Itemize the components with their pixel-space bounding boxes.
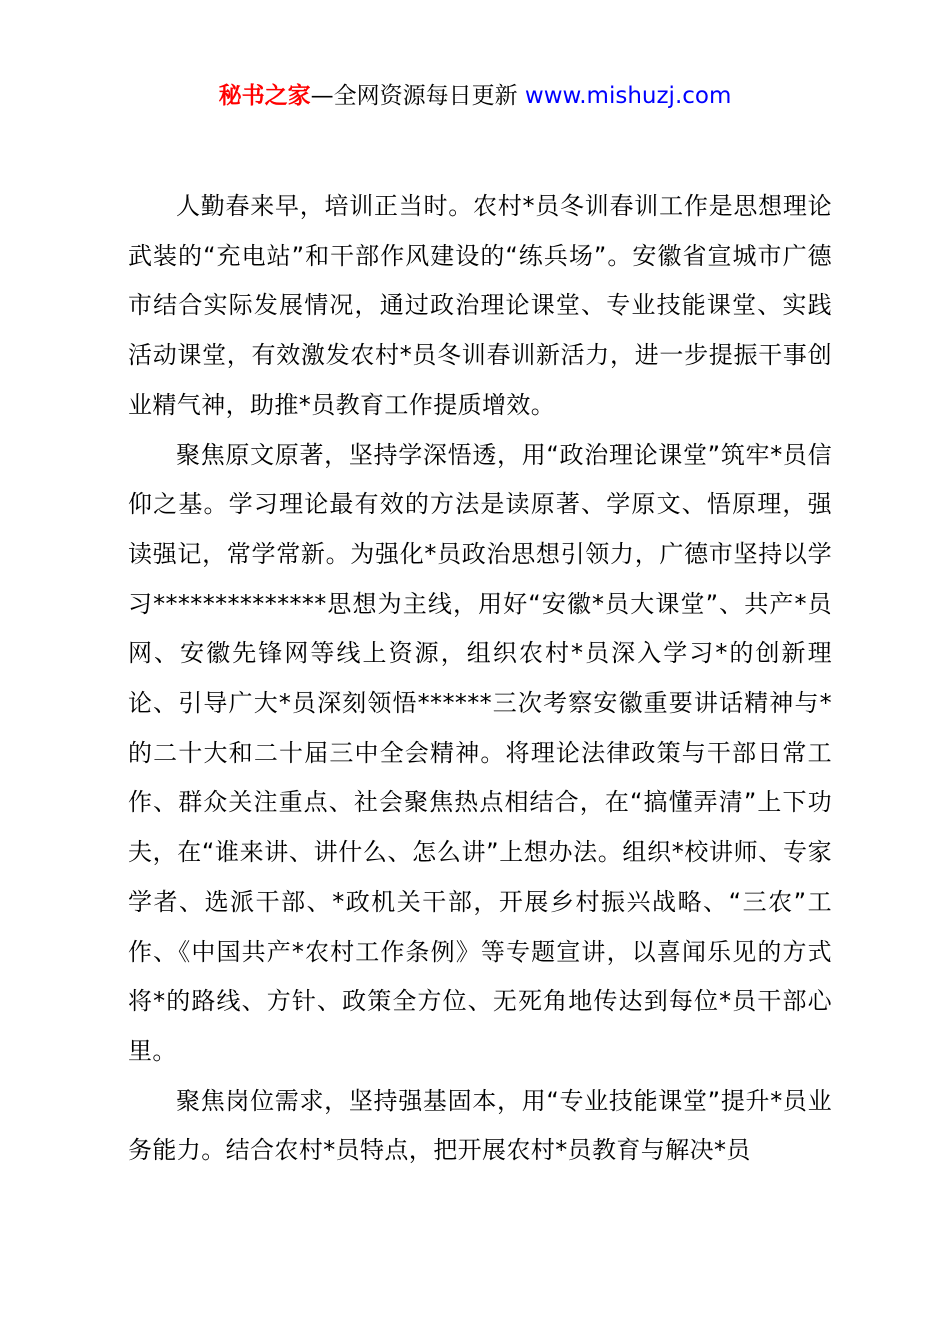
brand-name: 秘书之家 bbox=[218, 83, 311, 109]
header-tagline: —全网资源每日更新 bbox=[310, 83, 525, 109]
page-header bbox=[0, 80, 950, 112]
article-body bbox=[128, 182, 832, 1176]
paragraph-intro: 人勤春来早，培训正当时。农村*员冬训春训工作是思想理论武装的“充电站”和干部作风建设的“练兵场”。安徽省宣城市广德市结合实际发展情况，通过政治理论课堂、专业技能课堂、实践活动课堂，有效激发农村*员冬训春训新活力，进一步提振干事创业精气神，助推*员教育工作提质增效。 bbox=[128, 192, 832, 419]
paragraph-political-theory: 聚焦原文原著，坚持学深悟透，用“政治理论课堂”筑牢*员信仰之基。学习理论最有效的方法是读原著、学原文、悟原理，强读强记，常学常新。为强化*员政治思想引领力，广德市坚持以学习**************思想为主线，用好“安徽*员大课堂”、共产*员网、安徽先锋网等线上资源，组织农村*员深入学习*的创新理论、引导广大*员深刻领悟******三次考察安徽重要讲话精神与*的二十大和二十届三中全会精神。将理论法律政策与干部日常工作、群众关注重点、社会聚焦热点相结合，在“搞懂弄清”上下功夫，在“谁来讲、讲什么、怎么讲”上想办法。组织*校讲师、专家学者、选派干部、*政机关干部，开展乡村振兴战略、“三农”工作、《中国共产*农村工作条例》等专题宣讲，以喜闻乐见的方式将*的路线、方针、政策全方位、无死角地传达到每位*员干部心里。 bbox=[128, 440, 832, 1065]
paragraph-professional-skills: 聚焦岗位需求，坚持强基固本，用“专业技能课堂”提升*员业务能力。结合农村*员特点，把开展农村*员教育与解决*员 bbox=[128, 1086, 832, 1165]
site-url-link[interactable]: www.mishuzj.com bbox=[524, 83, 732, 109]
